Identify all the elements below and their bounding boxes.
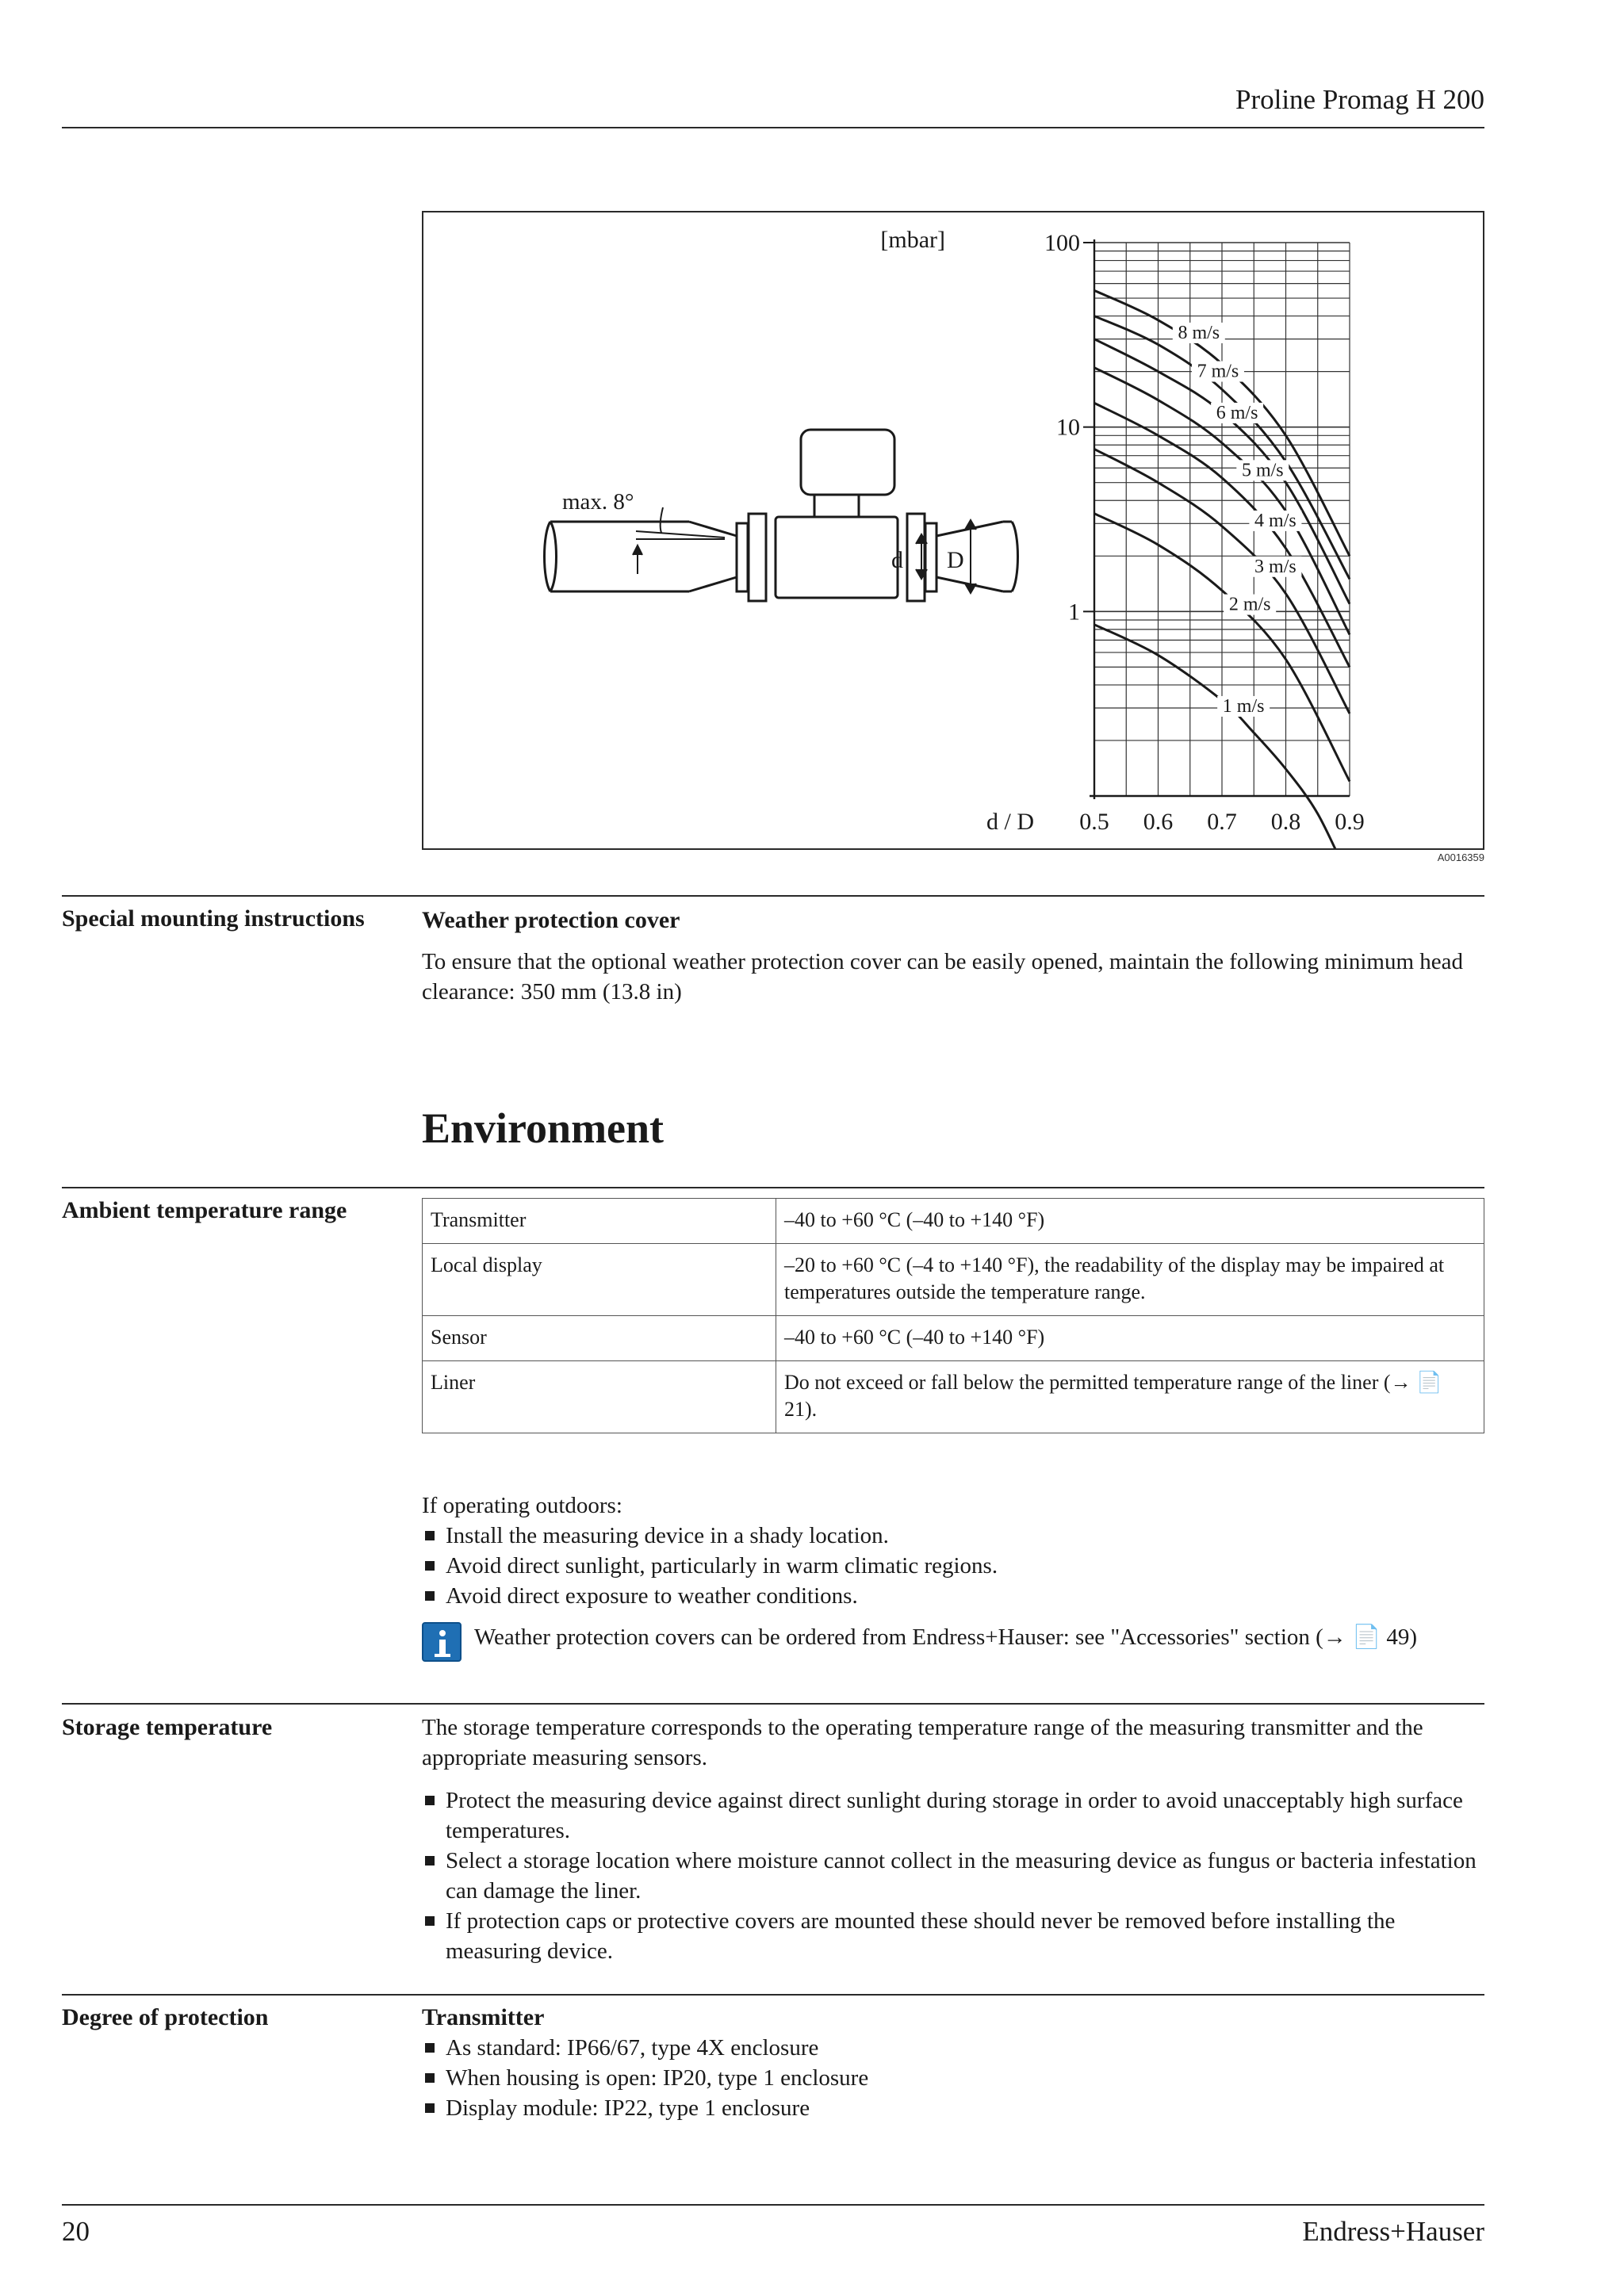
list-item: Display module: IP22, type 1 enclosure bbox=[422, 2093, 1484, 2123]
storage-text: The storage temperature corresponds to the operating temperature range of the measuring transmitter and the appropriate measuring sensors. bbox=[422, 1715, 1423, 1770]
table-row bbox=[423, 1244, 1484, 1316]
x-axis-label: d / D bbox=[986, 809, 1034, 835]
series-label: 6 m/s bbox=[1216, 402, 1258, 423]
outdoor-list bbox=[422, 1521, 1484, 1611]
protection-title: Transmitter bbox=[422, 2004, 545, 2030]
section-rule-storage bbox=[62, 1703, 1484, 1705]
pressure-loss-figure bbox=[422, 211, 1484, 850]
list-item: Avoid direct sunlight, particularly in warm climatic regions. bbox=[422, 1551, 1484, 1581]
table-row bbox=[423, 1361, 1484, 1433]
header-rule bbox=[62, 127, 1484, 128]
series-label: 2 m/s bbox=[1228, 594, 1271, 615]
x-tick-label: 0.5 bbox=[1079, 809, 1109, 835]
page-number: 20 bbox=[62, 2216, 90, 2247]
degree-of-protection-block bbox=[422, 2003, 1484, 2123]
degree-of-protection-label: Degree of protection bbox=[62, 2004, 269, 2030]
inner-diameter-label: d bbox=[891, 547, 903, 573]
table-row bbox=[423, 1199, 1484, 1244]
series-label: 5 m/s bbox=[1241, 460, 1284, 481]
storage-temperature-label: Storage temperature bbox=[62, 1714, 273, 1740]
y-tick-label: 100 bbox=[1044, 230, 1080, 256]
series-label: 7 m/s bbox=[1197, 361, 1239, 382]
series-label: 3 m/s bbox=[1254, 556, 1297, 577]
protection-list bbox=[422, 2033, 1484, 2123]
section-rule-protection bbox=[62, 1994, 1484, 1996]
special-mounting-block bbox=[422, 905, 1484, 1007]
series-label: 8 m/s bbox=[1178, 322, 1220, 343]
table-cell-key: Sensor bbox=[423, 1316, 776, 1361]
special-mounting-title: Weather protection cover bbox=[422, 907, 680, 933]
table-cell-value: Do not exceed or fall below the permitted temperature range of the liner (→ 📄 21). bbox=[776, 1361, 1484, 1433]
series-label: 4 m/s bbox=[1254, 510, 1297, 531]
storage-temperature-block bbox=[422, 1712, 1484, 1966]
outdoor-intro: If operating outdoors: bbox=[422, 1493, 622, 1518]
environment-heading: Environment bbox=[422, 1104, 665, 1152]
table-cell-key: Local display bbox=[423, 1244, 776, 1316]
list-item: If protection caps or protective covers are mounted these should never be removed before installing the measuring device. bbox=[422, 1906, 1484, 1966]
list-item: Install the measuring device in a shady location. bbox=[422, 1521, 1484, 1551]
table-cell-key: Liner bbox=[423, 1361, 776, 1433]
x-tick-label: 0.7 bbox=[1207, 809, 1237, 835]
figure-id: A0016359 bbox=[1437, 851, 1484, 863]
table-cell-value: –40 to +60 °C (–40 to +140 °F) bbox=[776, 1199, 1484, 1244]
list-item: As standard: IP66/67, type 4X enclosure bbox=[422, 2033, 1484, 2063]
list-item: Avoid direct exposure to weather conditions. bbox=[422, 1581, 1484, 1611]
running-header: Proline Promag H 200 bbox=[1235, 84, 1484, 115]
list-item: Select a storage location where moisture cannot collect in the measuring device as fungus or bacteria infestation can damage the liner. bbox=[422, 1846, 1484, 1906]
series-label: 1 m/s bbox=[1222, 695, 1265, 717]
footer-rule bbox=[62, 2204, 1484, 2206]
section-rule-special-mounting bbox=[62, 895, 1484, 897]
table-cell-value: –20 to +60 °C (–4 to +140 °F), the readability of the display may be impaired at temperatures outside the temperature range. bbox=[776, 1244, 1484, 1316]
special-mounting-label: Special mounting instructions bbox=[62, 905, 365, 932]
ambient-temperature-label: Ambient temperature range bbox=[62, 1197, 347, 1223]
info-icon bbox=[422, 1622, 462, 1662]
ambient-temperature-table bbox=[422, 1198, 1484, 1433]
storage-list bbox=[422, 1785, 1484, 1966]
x-tick-label: 0.6 bbox=[1143, 809, 1174, 835]
table-cell-key: Transmitter bbox=[423, 1199, 776, 1244]
x-tick-label: 0.8 bbox=[1270, 809, 1301, 835]
section-rule-ambient bbox=[62, 1187, 1484, 1188]
outdoor-block bbox=[422, 1490, 1484, 1662]
x-tick-label: 0.9 bbox=[1335, 809, 1365, 835]
table-row bbox=[423, 1316, 1484, 1361]
list-item: When housing is open: IP20, type 1 enclosure bbox=[422, 2063, 1484, 2093]
angle-label: max. 8° bbox=[562, 489, 634, 515]
y-axis-label: [mbar] bbox=[880, 227, 945, 253]
y-tick-label: 10 bbox=[1056, 414, 1080, 441]
info-note bbox=[422, 1622, 1484, 1662]
footer-brand: Endress+Hauser bbox=[1302, 2216, 1484, 2247]
chart-labels bbox=[1044, 230, 1365, 835]
list-item: Protect the measuring device against direct sunlight during storage in order to avoid unacceptably high surface temperatures. bbox=[422, 1785, 1484, 1846]
y-tick-label: 1 bbox=[1068, 599, 1080, 626]
special-mounting-text: To ensure that the optional weather protection cover can be easily opened, maintain the following minimum head clearance: 350 mm (13.8 in) bbox=[422, 949, 1464, 1004]
outer-diameter-label: D bbox=[947, 547, 964, 573]
table-cell-value: –40 to +60 °C (–40 to +140 °F) bbox=[776, 1316, 1484, 1361]
info-note-text: Weather protection covers can be ordered from Endress+Hauser: see "Accessories" section (→ 📄 49) bbox=[474, 1624, 1418, 1650]
flowmeter-reducer-diagram bbox=[545, 430, 1018, 601]
figure-canvas bbox=[423, 212, 1483, 848]
